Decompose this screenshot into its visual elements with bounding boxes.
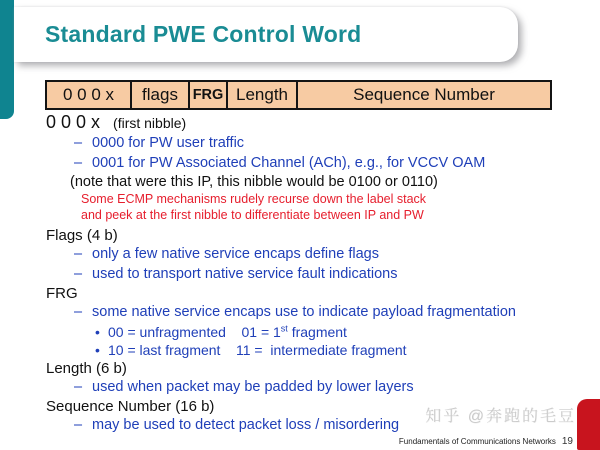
dash-icon: – xyxy=(74,265,83,282)
bullet-pw-user-traffic: – 0000 for PW user traffic xyxy=(0,134,600,154)
heading-first-nibble xyxy=(0,111,600,134)
title-plate xyxy=(14,7,518,62)
slide-body xyxy=(0,111,600,436)
control-word-diagram xyxy=(45,80,552,110)
bullet-flags-fault: – used to transport native service fault indications xyxy=(0,265,600,285)
field-sequence-number: Sequence Number xyxy=(353,85,495,104)
bullet-length-padding: – used when packet may be padded by lower layers xyxy=(0,378,600,398)
heading-flags: Flags (4 b) xyxy=(46,227,118,244)
left-accent-bar xyxy=(0,0,14,119)
note-ip-nibble: (note that were this IP, this nibble would be 0100 or 0110) xyxy=(70,174,438,190)
heading-frg: FRG xyxy=(46,285,78,302)
dash-icon: – xyxy=(74,154,83,171)
zhihu-watermark: 知乎 @奔跑的毛豆 xyxy=(425,408,576,425)
bullet-frg-fragmentation: – some native service encaps use to indicate payload fragmentation xyxy=(0,303,600,323)
footer-course-name: Fundamentals of Communications Networks xyxy=(398,437,556,446)
slide-footer xyxy=(399,436,573,447)
heading-length: Length (6 b) xyxy=(46,359,127,377)
field-frg: FRG xyxy=(190,82,228,108)
footer-page-number: 19 xyxy=(561,436,573,447)
warning-ecmp-line2: and peek at the first nibble to differentiate between IP and PW xyxy=(81,207,424,222)
subbullet-frg-codes-2: • 10 = last fragment 11 = intermediate fragment xyxy=(95,341,407,358)
superscript-st: st xyxy=(280,322,288,333)
dash-icon: – xyxy=(74,135,83,151)
bullet-pw-ach: – 0001 for PW Associated Channel (ACh), e.g., for VCCV OAM xyxy=(0,154,600,174)
dash-icon: – xyxy=(74,304,83,320)
corner-red-tab xyxy=(577,399,600,450)
subbullet-frg-codes-1: • 00 = unfragmented 01 = 1st fragment xyxy=(95,322,347,340)
field-length: Length xyxy=(228,82,298,108)
heading-sequence-number: Sequence Number (16 b) xyxy=(46,398,215,415)
field-first-nibble: 0 0 0 x xyxy=(47,82,132,108)
bullet-seq-loss: – may be used to detect packet loss / misordering xyxy=(0,416,600,436)
bullet-icon: • xyxy=(95,323,100,340)
dash-icon: – xyxy=(74,246,83,262)
heading-first-nibble-sub: (first nibble) xyxy=(113,115,187,131)
field-flags: flags xyxy=(132,82,190,108)
dash-icon: – xyxy=(74,378,83,395)
bullet-flags-encaps: – only a few native service encaps define flags xyxy=(0,245,600,265)
dash-icon: – xyxy=(74,417,83,433)
warning-ecmp-line1: Some ECMP mechanisms rudely recurse down the label stack xyxy=(81,192,427,206)
bullet-icon: • xyxy=(95,341,100,358)
heading-first-nibble-main: 0 0 0 x xyxy=(46,112,101,132)
page-title: Standard PWE Control Word xyxy=(45,21,362,47)
